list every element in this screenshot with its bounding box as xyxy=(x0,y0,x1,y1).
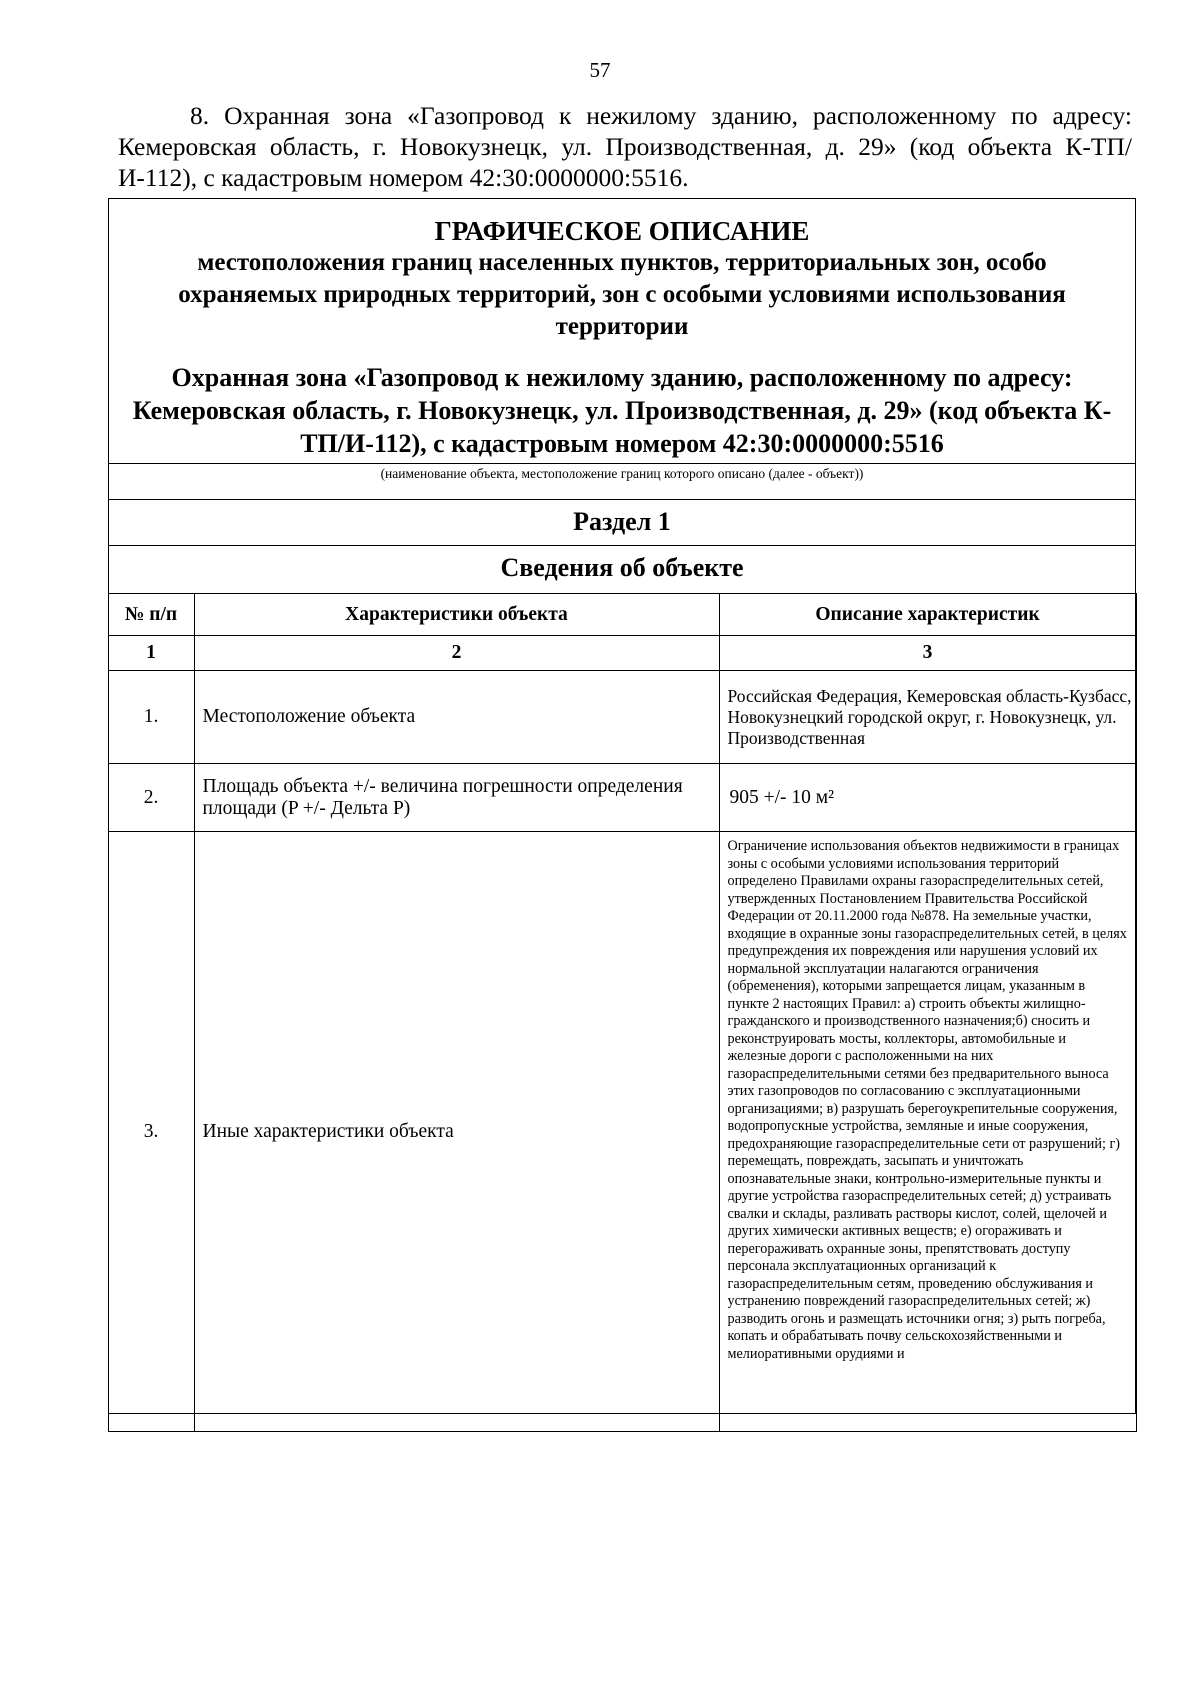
column-header: Описание характеристик xyxy=(719,594,1136,636)
object-info-table xyxy=(108,593,1137,1432)
column-header: № п/п xyxy=(108,594,194,636)
section-title: Сведения об объекте xyxy=(500,553,744,582)
column-number: 2 xyxy=(194,636,719,671)
row-number: 3. xyxy=(108,832,194,1432)
document-title: ГРАФИЧЕСКОЕ ОПИСАНИЕ xyxy=(434,216,810,246)
table-row xyxy=(108,832,1136,1432)
characteristic-name: Местоположение объекта xyxy=(194,671,719,764)
characteristic-name: Площадь объекта +/- величина погрешности определения площади (P +/- Дельта P) xyxy=(194,764,719,832)
object-name: Охранная зона «Газопровод к нежилому зданию, расположенному по адресу: Кемеровская область, г. Новокузнецк, ул. Производственная, д. 29» (код объекта К-ТП/И-112), с кадастровым номером 42:30:0000000:5516 xyxy=(132,363,1112,458)
page-number: 57 xyxy=(589,58,611,82)
row-number: 1. xyxy=(108,671,194,764)
table-row xyxy=(108,671,1136,764)
document-subtitle: местоположения границ населенных пунктов, территориальных зон, особо охраняемых природных территорий, зон с особыми условиями использования территории xyxy=(178,249,1066,340)
intro-paragraph xyxy=(118,100,1132,193)
graphic-description-form xyxy=(108,198,1136,1414)
column-number: 1 xyxy=(108,636,194,671)
table-row xyxy=(108,764,1136,832)
row-number: 2. xyxy=(108,764,194,832)
column-header: Характеристики объекта xyxy=(194,594,719,636)
characteristic-value: 905 +/- 10 м² xyxy=(719,764,1136,832)
divider xyxy=(109,499,1135,500)
characteristic-value xyxy=(719,832,1136,1432)
divider xyxy=(109,545,1135,546)
object-name-caption: (наименование объекта, местоположение границ которого описано (далее - объект)) xyxy=(380,466,864,481)
divider xyxy=(109,463,1135,464)
characteristic-value: Российская Федерация, Кемеровская область-Кузбасс, Новокузнецкий городской округ, г. Новокузнецк, ул. Производственная xyxy=(719,671,1136,764)
restrictions-text: Ограничение использования объектов недвижимости в границах зоны с особыми условиями использования территорий определено Правилами охраны газораспределительных сетей, утвержденных Постановлением Правительства Российской Федерации от 20.11.2000 года №878. На земельные участки, входящие в охранные зоны газораспределительных сетей, в целях предупреждения их повреждения или нарушения условий их нормальной эксплуатации налагаются ограничения (обременения), которыми запрещается лицам, указанным в пункте 2 настоящих Правил: а) строить объекты жилищно-гражданского и производственного назначения;б) сносить и реконструировать мосты, коллекторы, автомобильные и железные дороги с расположенными на них газораспределительными сетями без предварительного выноса этих газопроводов по согласованию с эксплуатационными организациями; в) разрушать берегоукрепительные сооружения, водопропускные устройства, земляные и иные сооружения, предохраняющие газораспределительные сети от разрушений; г) перемещать, повреждать, засыпать и уничтожать опознавательные знаки, контрольно-измерительные пункты и другие устройства газораспределительных сетей; д) устраивать свалки и склады, разливать растворы кислот, солей, щелочей и других химически активных веществ; е) огораживать и перегораживать охранные зоны, препятствовать доступу персонала эксплуатационных организаций к газораспределительным сетям, проведению обслуживания и устранению повреждений газораспределительных сетей; ж) разводить огонь и размещать источники огня; з) рыть погреба, копать и обрабатывать почву сельскохозяйственными и мелиоративными орудиями и xyxy=(727,838,1127,1362)
title-block xyxy=(109,199,1135,463)
column-number: 3 xyxy=(719,636,1136,671)
table-header-row xyxy=(108,594,1136,636)
intro-text: 8. Охранная зона «Газопровод к нежилому зданию, расположенному по адресу: Кемеровская область, г. Новокузнецк, ул. Производственная, д. 29» (код объекта К-ТП/И-112), с кадастровым номером 42:30:0000000:5516. xyxy=(118,101,1132,192)
column-number-row xyxy=(108,636,1136,671)
characteristic-name: Иные характеристики объекта xyxy=(194,832,719,1432)
section-number: Раздел 1 xyxy=(573,507,671,536)
